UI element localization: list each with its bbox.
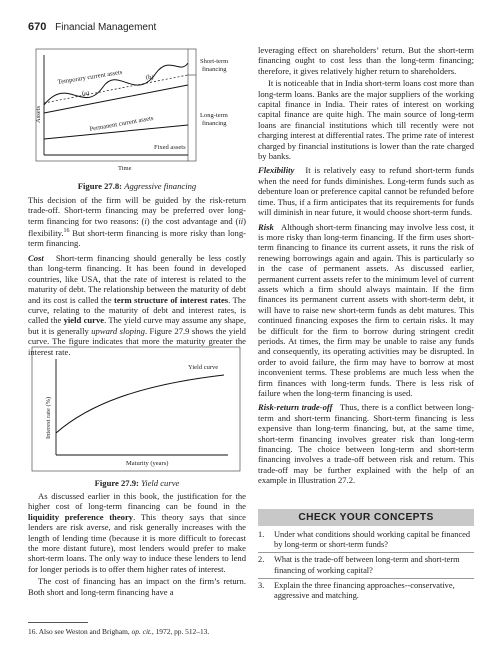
figure-yield-curve bbox=[28, 345, 246, 475]
concept-question: 3. Explain the three financing approaches--conservative, aggressive and matching. bbox=[258, 580, 455, 601]
paragraph-leveraging: leveraging effect on shareholders’ return. But the short-term financing ought to cost less than the long-term financing; therefore, it gives relatively higher return to shareholders. bbox=[258, 45, 474, 76]
footnote: 16. Also see Weston and Brigham, op. cit., 1972, pp. 512–13. bbox=[28, 627, 210, 636]
paragraph-flexibility: Flexibility It is relatively easy to refund short-term funds when the need for funds diminishes. Long-term funds such as debenture loan or preference capital cannot be refunded before time. Thus, if a firm anticipates that its requirements for funds will diminish in near future, it would choose short-term funds. bbox=[258, 165, 474, 218]
label-fixed: Fixed assets bbox=[154, 144, 186, 151]
label-yield-curve: Yield curve bbox=[188, 364, 219, 371]
label-b: (b) bbox=[146, 74, 154, 81]
paragraph-liquidity-preference: As discussed earlier in this book, the justification for the higher cost of long-term financing can be found in the liquidity preference theory. This theory says that since lenders are risk averse, and risk generally increases with the length of lending time (because it is more difficult to forecast the more distant future), most lenders would prefer to make short-term loans. The only way to induce these lenders to lend for longer periods is to offer them higher rates of interest. bbox=[28, 491, 247, 574]
label-time: Time bbox=[118, 165, 132, 172]
figure-27-8-caption: Figure 27.8: Aggressive financing bbox=[77, 181, 197, 191]
running-title: Financial Management bbox=[55, 22, 157, 33]
check-your-concepts-list bbox=[258, 530, 474, 603]
figure-aggressive-financing bbox=[28, 45, 246, 177]
concept-question: 1. Under what conditions should working capital be financed by long-term or short-term funds? bbox=[258, 530, 471, 550]
label-maturity: Maturity (years) bbox=[126, 460, 169, 467]
label-interest-rate: Interest rate (%) bbox=[45, 396, 52, 439]
figure-27-9-caption: Figure 27.9: Yield curve bbox=[94, 478, 180, 488]
paragraph-india-loans: It is noticeable that in India short-term loans cost more than long-term loans. Banks are the major suppliers of the working capital finance in India. Their rates of interest on working capital finance are quite high. The main source of long-term loans are financial institutions which till recently were not charging interest at differential rates. The prime rate of interest charged by financial institutions is lower than the rate charged by banks. bbox=[258, 78, 474, 162]
paragraph-risk: Risk Although short-term financing may involve less cost, it is more risky than long-term financing. If the firm uses short-term financing to finance its current assets, it runs the risk of renewing borrowings again and again. This is particularly so in the case of permanent assets. As discussed earlier, permanent current assets refer to the minimum level of current assets which a firm should always maintain. If the firm finances its permanent current assets with short-term debt, it will have to raise new short-term funds as debt matures. This continued financing exposes the firm to certain risks. It may be difficult for the firm to borrow during stringent credit periods. At times, the firm may be unable to raise any funds and consequently, its operating activities may be disrupted. In order to avoid failure, the firm may have to borrow at most inconvenient terms. These problems are much less when the firm finances with long-term funds. There is less risk of failure when the long-term financing is used. bbox=[258, 221, 474, 398]
left-column-bottom bbox=[28, 491, 246, 599]
paragraph-trade-off: Risk-return trade-off Thus, there is a conflict between long-term and short-term financing. Short-term financing is less expensive than long-term financing, but, at the same time, short-term financing involves greater risk than long-term financing. The choice between long-term and short-term financing involves a trade-off between risk and return. This trade-off may be further explained with the help of an example in Illustration 27.2. bbox=[258, 402, 474, 486]
paragraph-risk-return-intro: This decision of the firm will be guided by the risk-return trade-off. Short-term financing may be preferred over long-term financing for two reasons: (i) the cost advantage and (ii) flexibility.$^{16}$ But short-term financing is more risky than long-term financing. bbox=[28, 195, 246, 249]
footnote-rule bbox=[28, 622, 88, 623]
check-your-concepts-heading: CHECK YOUR CONCEPTS bbox=[258, 509, 474, 526]
label-long-term-2: financing bbox=[202, 120, 227, 127]
label-short-term-1: Short-term bbox=[200, 58, 229, 65]
paragraph-cost: Cost Short-term financing should generally be less costly than long-term financing. It has been found in developed countries, like USA, that the rate of interest is related to the maturity of debt. The relationship between the maturity of debt and its cost is called the term structure of interest rates. The curve, relating to the maturity of debt and interest rates, is called the yield curve. The yield curve may assume any shape, but it is generally upward sloping. Figure 27.9 shows the yield curve. The figure indicates that more the maturity greater the interest rate. bbox=[28, 252, 246, 357]
label-short-term-2: financing bbox=[202, 66, 227, 73]
label-temporary: Temporary current assets bbox=[57, 68, 123, 86]
page-header bbox=[28, 21, 156, 33]
label-a: (a) bbox=[82, 90, 90, 97]
paragraph-cost-impact: The cost of financing has an impact on the firm’s return. Both short and long-term financing have a bbox=[28, 576, 246, 597]
yield-curve-line bbox=[56, 375, 224, 433]
label-long-term-1: Long-term bbox=[200, 112, 228, 119]
label-permanent: Permanent current assets bbox=[89, 114, 154, 133]
label-assets: Assets bbox=[35, 106, 42, 123]
left-column-top bbox=[28, 195, 246, 359]
page-number: 670 bbox=[28, 21, 47, 33]
right-column bbox=[258, 45, 474, 488]
concept-question: 2. What is the trade-off between long-term and short-term financing of working capital? bbox=[258, 555, 460, 575]
